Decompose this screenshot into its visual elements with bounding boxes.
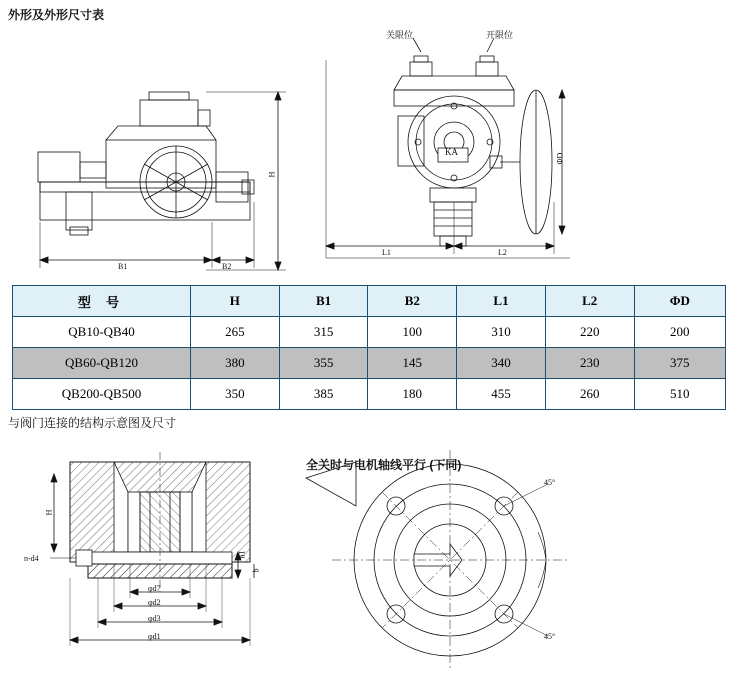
table-row: [13, 379, 726, 410]
table-row: [13, 317, 726, 348]
dimension-label-d7: φd7: [148, 584, 161, 593]
dimension-label-l2: L2: [498, 248, 507, 257]
dimension-label-d2: φd2: [148, 598, 161, 607]
angle-label-top: 45°: [544, 478, 556, 487]
dimension-label-h1: h1: [237, 550, 247, 559]
col-phid: ΦD: [634, 286, 725, 317]
dimension-label-l1: L1: [382, 248, 391, 257]
diagram-flange-bolt-pattern: [300, 440, 600, 675]
col-b1: B1: [279, 286, 368, 317]
cell-b1: 315: [279, 317, 368, 348]
cell-h: 265: [191, 317, 280, 348]
dimension-table: [12, 285, 726, 410]
table-row: [13, 348, 726, 379]
section-title-valve-connection: 与阀门连接的结构示意图及尺寸: [8, 416, 177, 430]
label-close-limit: 关限位: [386, 30, 414, 40]
dimension-label-h: H: [267, 171, 277, 178]
col-l1: L1: [457, 286, 546, 317]
dimension-label-h: H: [44, 509, 54, 516]
cell-l2: 230: [545, 348, 634, 379]
dimension-label-phid: ΦD: [555, 152, 565, 165]
cell-phid: 375: [634, 348, 725, 379]
cell-l1: 310: [457, 317, 546, 348]
cell-l2: 260: [545, 379, 634, 410]
cell-l1: 340: [457, 348, 546, 379]
col-l2: L2: [545, 286, 634, 317]
cell-l1: 455: [457, 379, 546, 410]
note-parallel-to-motor-axis: 全关时与电机轴线平行 (下同): [306, 458, 462, 472]
col-model: 型 号: [13, 286, 191, 317]
angle-label-bottom: 45°: [544, 632, 556, 641]
diagram-valve-connection-section: [10, 432, 310, 672]
col-h: H: [191, 286, 280, 317]
table-header-row: [13, 286, 726, 317]
col-b2: B2: [368, 286, 457, 317]
dimension-label-d3: φd3: [148, 614, 161, 623]
cell-b1: 355: [279, 348, 368, 379]
dimension-label-b1: B1: [118, 262, 128, 271]
svg-text:KA: KA: [445, 147, 458, 157]
cell-h: 350: [191, 379, 280, 410]
cell-phid: 510: [634, 379, 725, 410]
page-title-outline-dimensions: 外形及外形尺寸表: [8, 8, 105, 22]
cell-model: QB200-QB500: [13, 379, 191, 410]
cell-b2: 180: [368, 379, 457, 410]
diagram-actuator-front-view: [318, 22, 618, 282]
cell-phid: 200: [634, 317, 725, 348]
dimension-label-d1: φd1: [148, 632, 161, 641]
dimension-label-nd4: n-d4: [24, 554, 39, 563]
cell-model: QB10-QB40: [13, 317, 191, 348]
cell-b2: 100: [368, 317, 457, 348]
cell-model: QB60-QB120: [13, 348, 191, 379]
label-open-limit: 开限位: [486, 30, 514, 40]
cell-b2: 145: [368, 348, 457, 379]
dimension-label-b: b: [251, 568, 261, 573]
diagram-actuator-side-view: [10, 22, 310, 282]
cell-h: 380: [191, 348, 280, 379]
dimension-label-b2: B2: [222, 262, 232, 271]
cell-b1: 385: [279, 379, 368, 410]
cell-l2: 220: [545, 317, 634, 348]
